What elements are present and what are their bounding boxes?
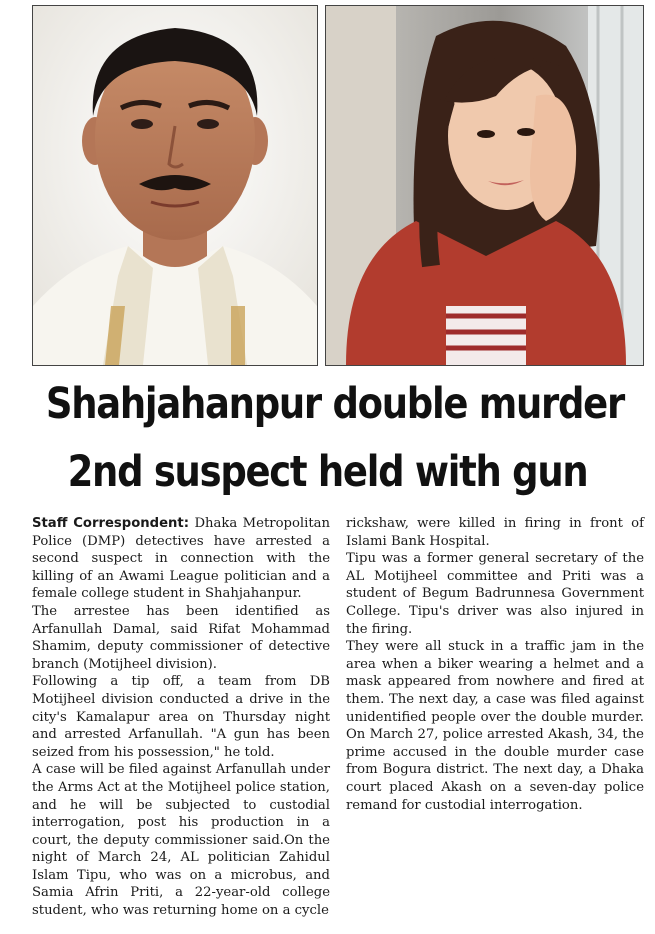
paragraph-1 xyxy=(32,515,330,603)
byline: Staff Correspondent: xyxy=(32,516,189,531)
paragraph-1-text: Dhaka Metropolitan Police (DMP) detectives have arrested a second suspect in connection with the killing of an Awami League politician and a female college student in Shahjahanpur. xyxy=(32,516,330,602)
headline-line-1: Shahjahanpur double murder xyxy=(45,379,624,429)
man-portrait-illustration xyxy=(33,6,317,365)
article-column-left xyxy=(32,515,330,920)
paragraph-4-continued: rickshaw, were killed in firing in front of Islami Bank Hospital. xyxy=(346,516,644,549)
headline-line-2: 2nd suspect held with gun xyxy=(67,447,588,497)
paragraph-2: The arrestee has been identified as Arfanullah Damal, said Rifat Mohammad Shamim, deputy commissioner of detective branch (Motijheel division). xyxy=(32,603,330,672)
photo-woman xyxy=(325,5,644,366)
paragraph-3: Following a tip off, a team from DB Motijheel division conducted a drive in the city's Kamalapur area on Thursday night and arrested Arfanullah. "A gun has been seized from his possession," he told. xyxy=(32,674,330,760)
paragraph-4: A case will be filed against Arfanullah under the Arms Act at the Motijheel police station, and he will be subjected to custodial interrogation, post his production in a court, the deputy commissioner said.On the night of March 24, AL politician Zahidul Islam Tipu, who was on a microbus, and Samia Afrin Priti, a 22-year-old college student, who was returning home on a cycle xyxy=(32,762,330,919)
woman-portrait-illustration xyxy=(326,6,643,365)
article-column-right xyxy=(346,515,644,814)
photo-man xyxy=(32,5,318,366)
paragraph-5: Tipu was a former general secretary of the AL Motijheel committee and Priti was a student of Begum Badrunnesa Government College. Tipu's driver was also injured in the firing. xyxy=(346,551,644,637)
paragraph-6: They were all stuck in a traffic jam in the area when a biker wearing a helmet and a mask appeared from nowhere and fired at them. The next day, a case was filed against unidentified people over the double murder. On March 27, police arrested Akash, 34, the prime accused in the double murder case from Bogura district. The next day, a Dhaka court placed Akash on a seven-day police remand for custodial interrogation. xyxy=(346,639,644,813)
